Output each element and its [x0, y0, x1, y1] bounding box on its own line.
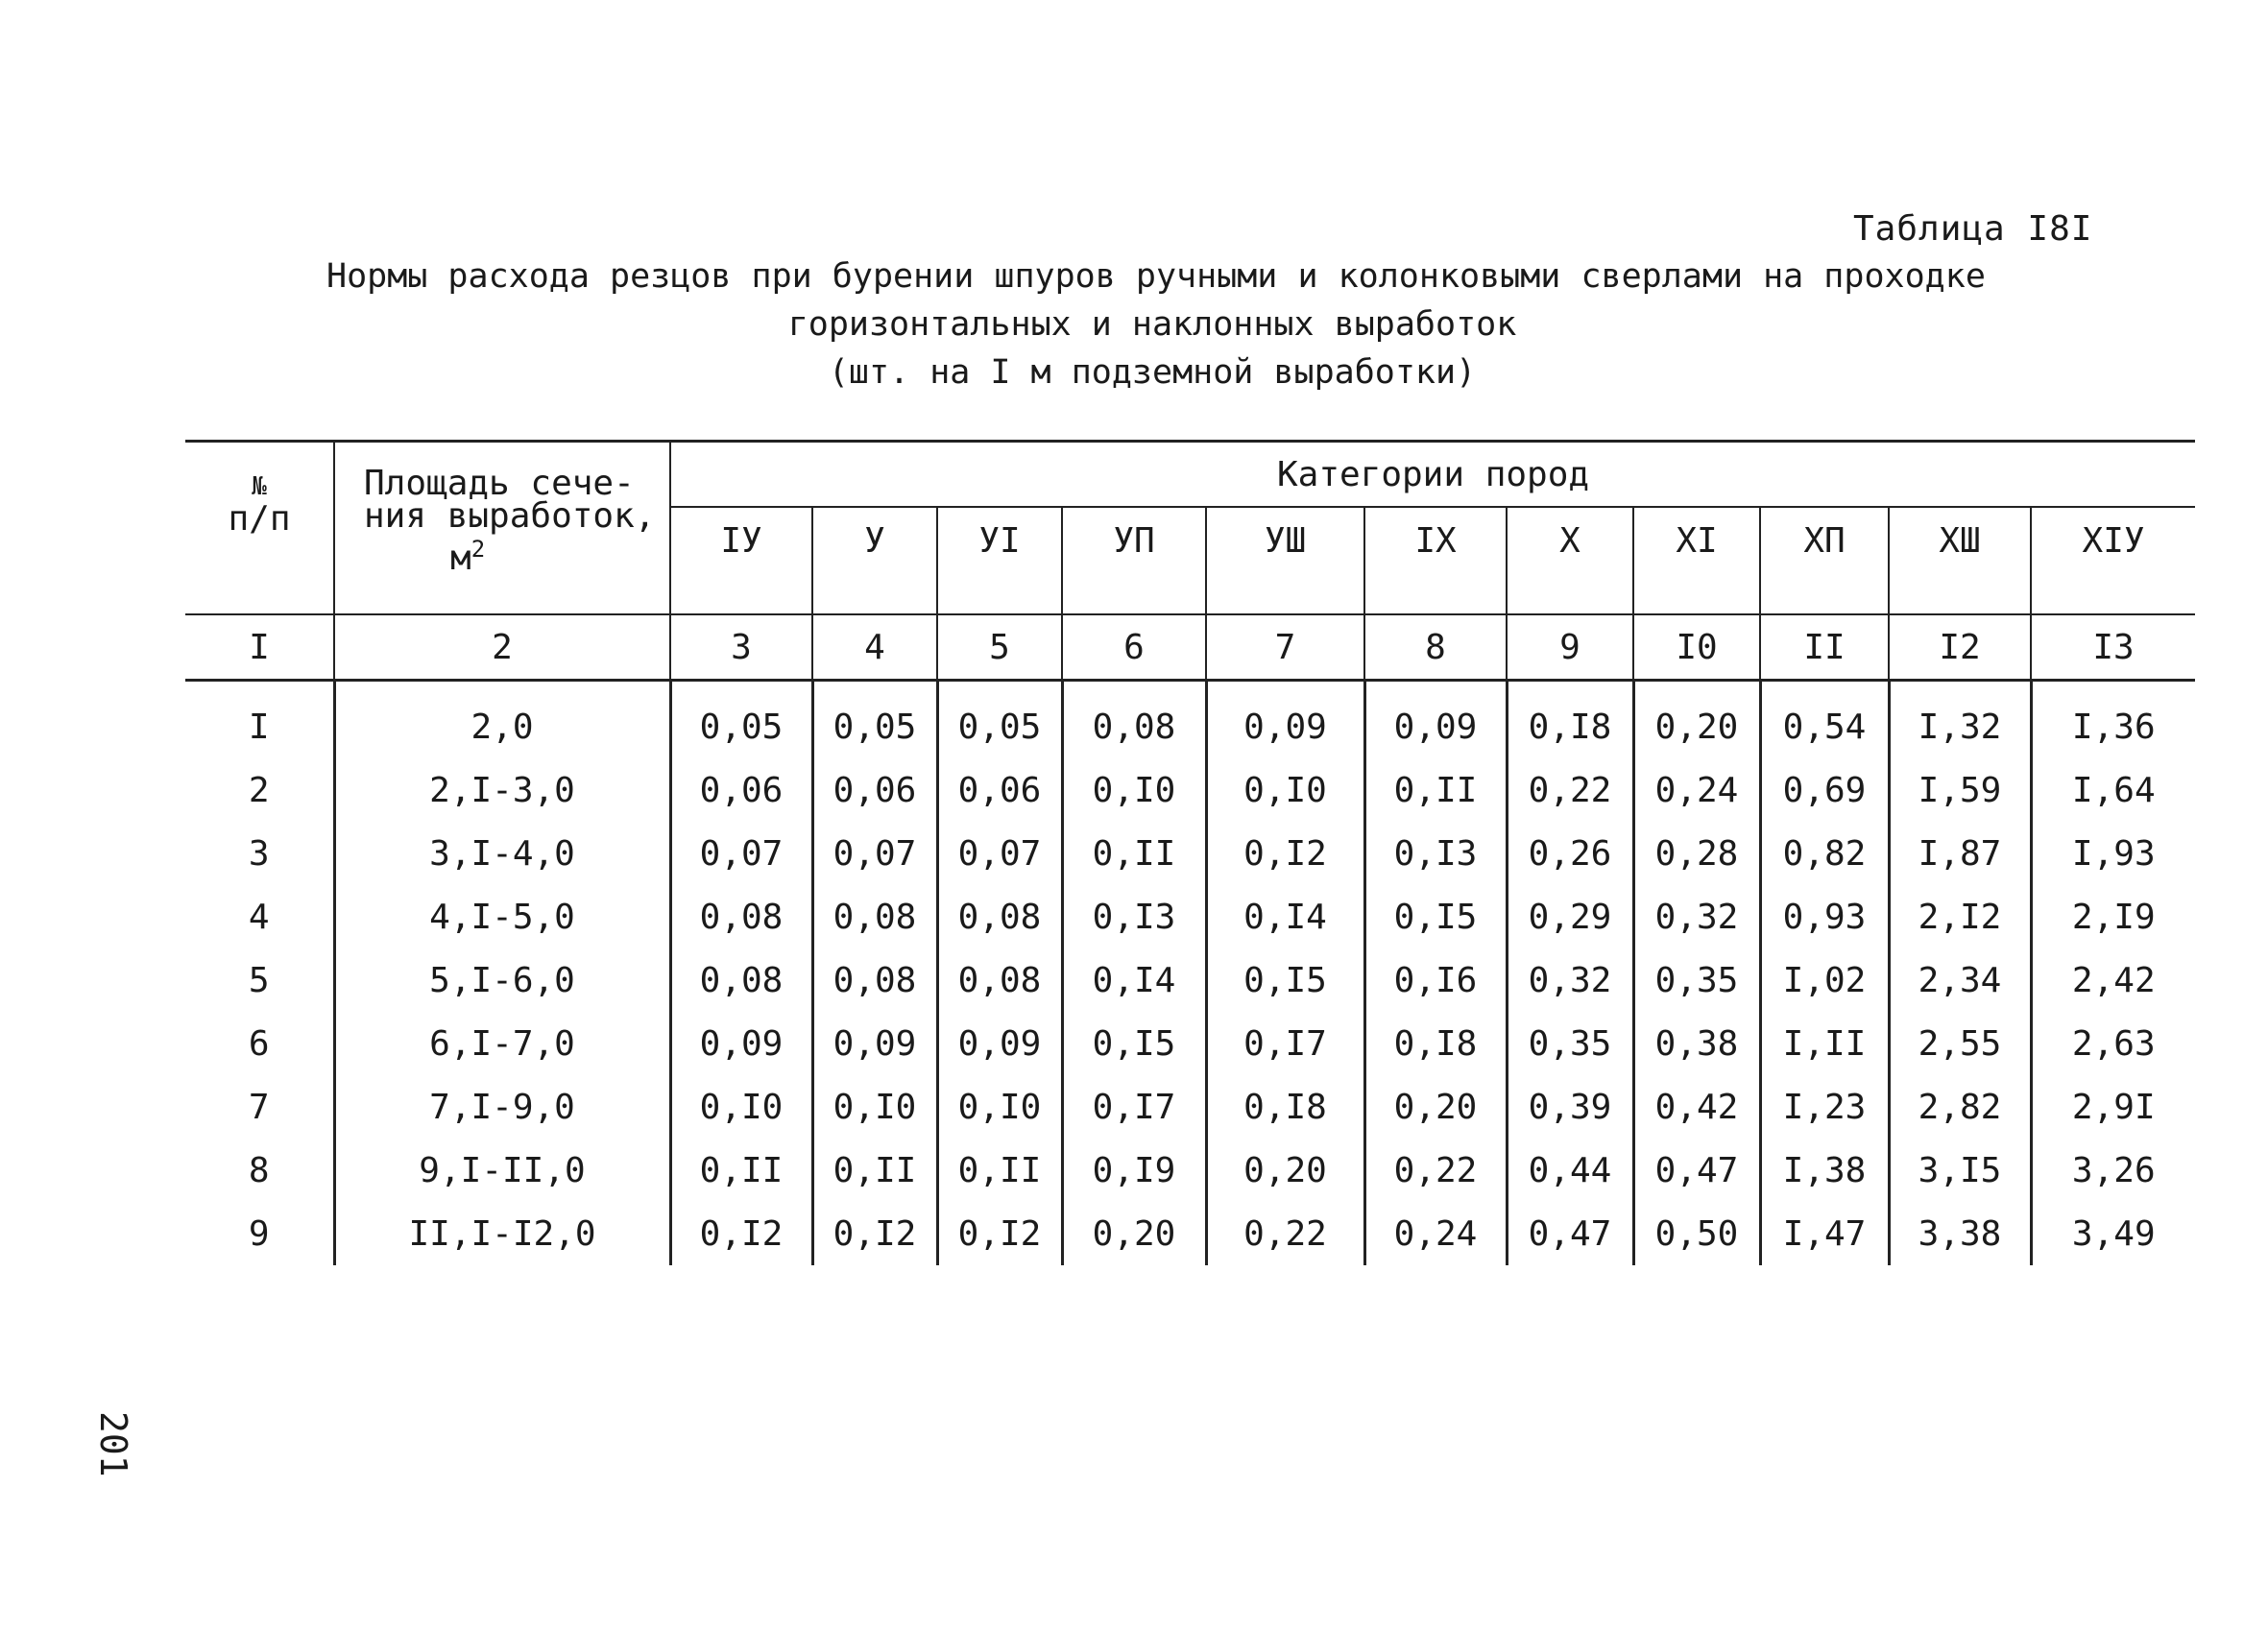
header-category: XШ — [1889, 507, 2031, 614]
header-category: XП — [1760, 507, 1889, 614]
column-number: II — [1760, 614, 1889, 681]
row-value: 0,20 — [1062, 1202, 1206, 1265]
row-value: 3,38 — [1889, 1202, 2031, 1265]
row-area: 4,I-5,0 — [334, 885, 670, 948]
column-number: 6 — [1062, 614, 1206, 681]
header-area-line-2: ния выработок, — [364, 496, 656, 536]
row-value: 0,07 — [937, 822, 1062, 885]
row-value: 0,08 — [670, 885, 812, 948]
row-value: 0,II — [1364, 758, 1507, 822]
row-value: 0,I2 — [812, 1202, 937, 1265]
row-number: 7 — [185, 1075, 334, 1139]
row-value: 0,08 — [1062, 681, 1206, 759]
row-value: 0,38 — [1633, 1012, 1760, 1075]
row-value: 0,I6 — [1364, 948, 1507, 1012]
header-area-line-1: Площадь сече- — [364, 464, 635, 503]
row-value: I,87 — [1889, 822, 2031, 885]
row-value: 0,I4 — [1206, 885, 1364, 948]
row-number: 8 — [185, 1139, 334, 1202]
header-rock-categories: Категории пород — [670, 442, 2195, 508]
norms-table — [185, 440, 2195, 1265]
row-value: 0,32 — [1507, 948, 1633, 1012]
row-area: II,I-I2,0 — [334, 1202, 670, 1265]
row-value: 0,20 — [1633, 681, 1760, 759]
row-value: I,59 — [1889, 758, 2031, 822]
row-value: 0,06 — [937, 758, 1062, 822]
row-value: 0,06 — [812, 758, 937, 822]
row-value: I,38 — [1760, 1139, 1889, 1202]
row-value: I,32 — [1889, 681, 2031, 759]
row-value: 0,22 — [1364, 1139, 1507, 1202]
row-value: 0,07 — [670, 822, 812, 885]
row-value: 0,32 — [1633, 885, 1760, 948]
row-value: 3,26 — [2071, 1150, 2156, 1190]
column-number: I2 — [1889, 614, 2031, 681]
table-title-line-3: (шт. на I м подземной выработки) — [828, 353, 1477, 392]
column-number: 3 — [670, 614, 812, 681]
row-value: 0,II — [937, 1139, 1062, 1202]
row-value: 0,05 — [937, 681, 1062, 759]
header-category: IX — [1364, 507, 1507, 614]
header-category: X — [1507, 507, 1633, 614]
column-number: 4 — [812, 614, 937, 681]
row-value: 0,44 — [1507, 1139, 1633, 1202]
row-value: 0,09 — [1364, 681, 1507, 759]
row-value: I,02 — [1760, 948, 1889, 1012]
table-row — [185, 681, 2195, 759]
row-value: I,36 — [2071, 707, 2156, 747]
row-value: 0,I8 — [1206, 1075, 1364, 1139]
column-number: 8 — [1364, 614, 1507, 681]
column-number: 9 — [1507, 614, 1633, 681]
row-value: 0,I0 — [1206, 758, 1364, 822]
row-value: 0,I4 — [1062, 948, 1206, 1012]
row-value: 0,I2 — [1206, 822, 1364, 885]
row-value: 2,I2 — [1889, 885, 2031, 948]
row-value: 0,20 — [1364, 1075, 1507, 1139]
row-value: I,64 — [2071, 770, 2156, 810]
row-value: 0,I7 — [1062, 1075, 1206, 1139]
row-value: 2,42 — [2071, 960, 2156, 1000]
row-value: 0,09 — [670, 1012, 812, 1075]
column-number: 5 — [937, 614, 1062, 681]
row-value: 0,35 — [1507, 1012, 1633, 1075]
row-number: 4 — [185, 885, 334, 948]
row-area: 2,0 — [334, 681, 670, 759]
row-value: 0,93 — [1760, 885, 1889, 948]
table-row — [185, 822, 2195, 885]
header-category: XI — [1633, 507, 1760, 614]
row-value: 0,I3 — [1364, 822, 1507, 885]
page-number: 201 — [92, 1411, 134, 1477]
row-value: 0,05 — [812, 681, 937, 759]
row-value: I,23 — [1760, 1075, 1889, 1139]
row-value: 0,47 — [1633, 1139, 1760, 1202]
header-row-number — [185, 442, 334, 615]
row-value: 0,07 — [812, 822, 937, 885]
row-value: 0,50 — [1633, 1202, 1760, 1265]
header-row-number-label: п/п — [228, 499, 291, 539]
row-value: 0,22 — [1206, 1202, 1364, 1265]
table-row — [185, 948, 2195, 1012]
column-number: I0 — [1633, 614, 1760, 681]
table-title-line-2: горизонтальных и наклонных выработок — [787, 305, 1517, 344]
row-value: 0,08 — [937, 885, 1062, 948]
row-value: 0,I0 — [1062, 758, 1206, 822]
row-value: 0,I5 — [1062, 1012, 1206, 1075]
row-value: 3,I5 — [1889, 1139, 2031, 1202]
row-area: 2,I-3,0 — [334, 758, 670, 822]
row-value: 2,I9 — [2071, 897, 2156, 937]
row-value: 0,08 — [812, 948, 937, 1012]
row-value: 0,I2 — [670, 1202, 812, 1265]
row-value: 0,28 — [1633, 822, 1760, 885]
row-number: 3 — [185, 822, 334, 885]
table-row — [185, 1012, 2195, 1075]
column-number: I — [185, 614, 334, 681]
row-value: 2,82 — [1889, 1075, 2031, 1139]
row-value: 2,9I — [2071, 1087, 2156, 1127]
row-area: 5,I-6,0 — [334, 948, 670, 1012]
row-value: 0,I2 — [937, 1202, 1062, 1265]
row-value: 3,49 — [2071, 1213, 2156, 1254]
row-value: 0,24 — [1633, 758, 1760, 822]
row-area: 3,I-4,0 — [334, 822, 670, 885]
row-value: 0,I8 — [1507, 681, 1633, 759]
row-value: 0,26 — [1507, 822, 1633, 885]
row-value: 0,24 — [1364, 1202, 1507, 1265]
row-value: 0,I7 — [1206, 1012, 1364, 1075]
row-value: 0,05 — [670, 681, 812, 759]
row-value: 0,82 — [1760, 822, 1889, 885]
row-value: 0,08 — [812, 885, 937, 948]
row-value: 0,54 — [1760, 681, 1889, 759]
row-value: 0,20 — [1206, 1139, 1364, 1202]
table-row — [185, 1202, 2195, 1265]
row-value: 2,55 — [1889, 1012, 2031, 1075]
header-area-unit: м — [450, 539, 471, 578]
row-value: 0,47 — [1507, 1202, 1633, 1265]
row-area: 9,I-II,0 — [334, 1139, 670, 1202]
row-value: 0,09 — [812, 1012, 937, 1075]
header-category: УШ — [1206, 507, 1364, 614]
row-value: 0,II — [670, 1139, 812, 1202]
column-number: I3 — [2031, 614, 2195, 681]
table-row — [185, 1139, 2195, 1202]
row-number: I — [185, 681, 334, 759]
row-value: 0,I8 — [1364, 1012, 1507, 1075]
row-value: 0,08 — [670, 948, 812, 1012]
header-category: XIУ — [2082, 521, 2145, 561]
row-value: I,47 — [1760, 1202, 1889, 1265]
header-category: УП — [1062, 507, 1206, 614]
row-value: 0,29 — [1507, 885, 1633, 948]
row-value: 0,II — [1062, 822, 1206, 885]
header-category: У — [812, 507, 937, 614]
table-row — [185, 1075, 2195, 1139]
row-value: 0,I0 — [812, 1075, 937, 1139]
row-number: 2 — [185, 758, 334, 822]
row-value: 0,I0 — [670, 1075, 812, 1139]
row-value: I,93 — [2071, 833, 2156, 874]
table-row — [185, 758, 2195, 822]
header-area-unit-sup: 2 — [470, 536, 486, 563]
row-value: 0,II — [812, 1139, 937, 1202]
header-category: IУ — [670, 507, 812, 614]
row-value: 0,06 — [670, 758, 812, 822]
row-value: 0,22 — [1507, 758, 1633, 822]
row-number: 6 — [185, 1012, 334, 1075]
row-number: 5 — [185, 948, 334, 1012]
row-value: I,II — [1760, 1012, 1889, 1075]
row-value: 0,08 — [937, 948, 1062, 1012]
row-value: 0,I5 — [1206, 948, 1364, 1012]
row-value: 0,I5 — [1364, 885, 1507, 948]
row-value: 0,09 — [937, 1012, 1062, 1075]
row-value: 0,69 — [1760, 758, 1889, 822]
column-number: 7 — [1206, 614, 1364, 681]
row-value: 0,I0 — [937, 1075, 1062, 1139]
row-value: 2,34 — [1889, 948, 2031, 1012]
row-value: 0,35 — [1633, 948, 1760, 1012]
number-sign: № — [252, 472, 267, 501]
table-row — [185, 885, 2195, 948]
row-value: 0,I3 — [1062, 885, 1206, 948]
row-value: 0,I9 — [1062, 1139, 1206, 1202]
table-title-line-1: Нормы расхода резцов при бурении шпуров ручными и колонковыми сверлами на проходке — [326, 257, 1986, 296]
table-number: Таблица I8I — [1853, 209, 2093, 249]
row-area: 7,I-9,0 — [334, 1075, 670, 1139]
row-value: 0,39 — [1507, 1075, 1633, 1139]
header-category: УI — [937, 507, 1062, 614]
header-area — [334, 442, 670, 615]
row-value: 2,63 — [2071, 1023, 2156, 1064]
row-number: 9 — [185, 1202, 334, 1265]
column-number: 2 — [334, 614, 670, 681]
row-value: 0,09 — [1206, 681, 1364, 759]
row-value: 0,42 — [1633, 1075, 1760, 1139]
row-area: 6,I-7,0 — [334, 1012, 670, 1075]
